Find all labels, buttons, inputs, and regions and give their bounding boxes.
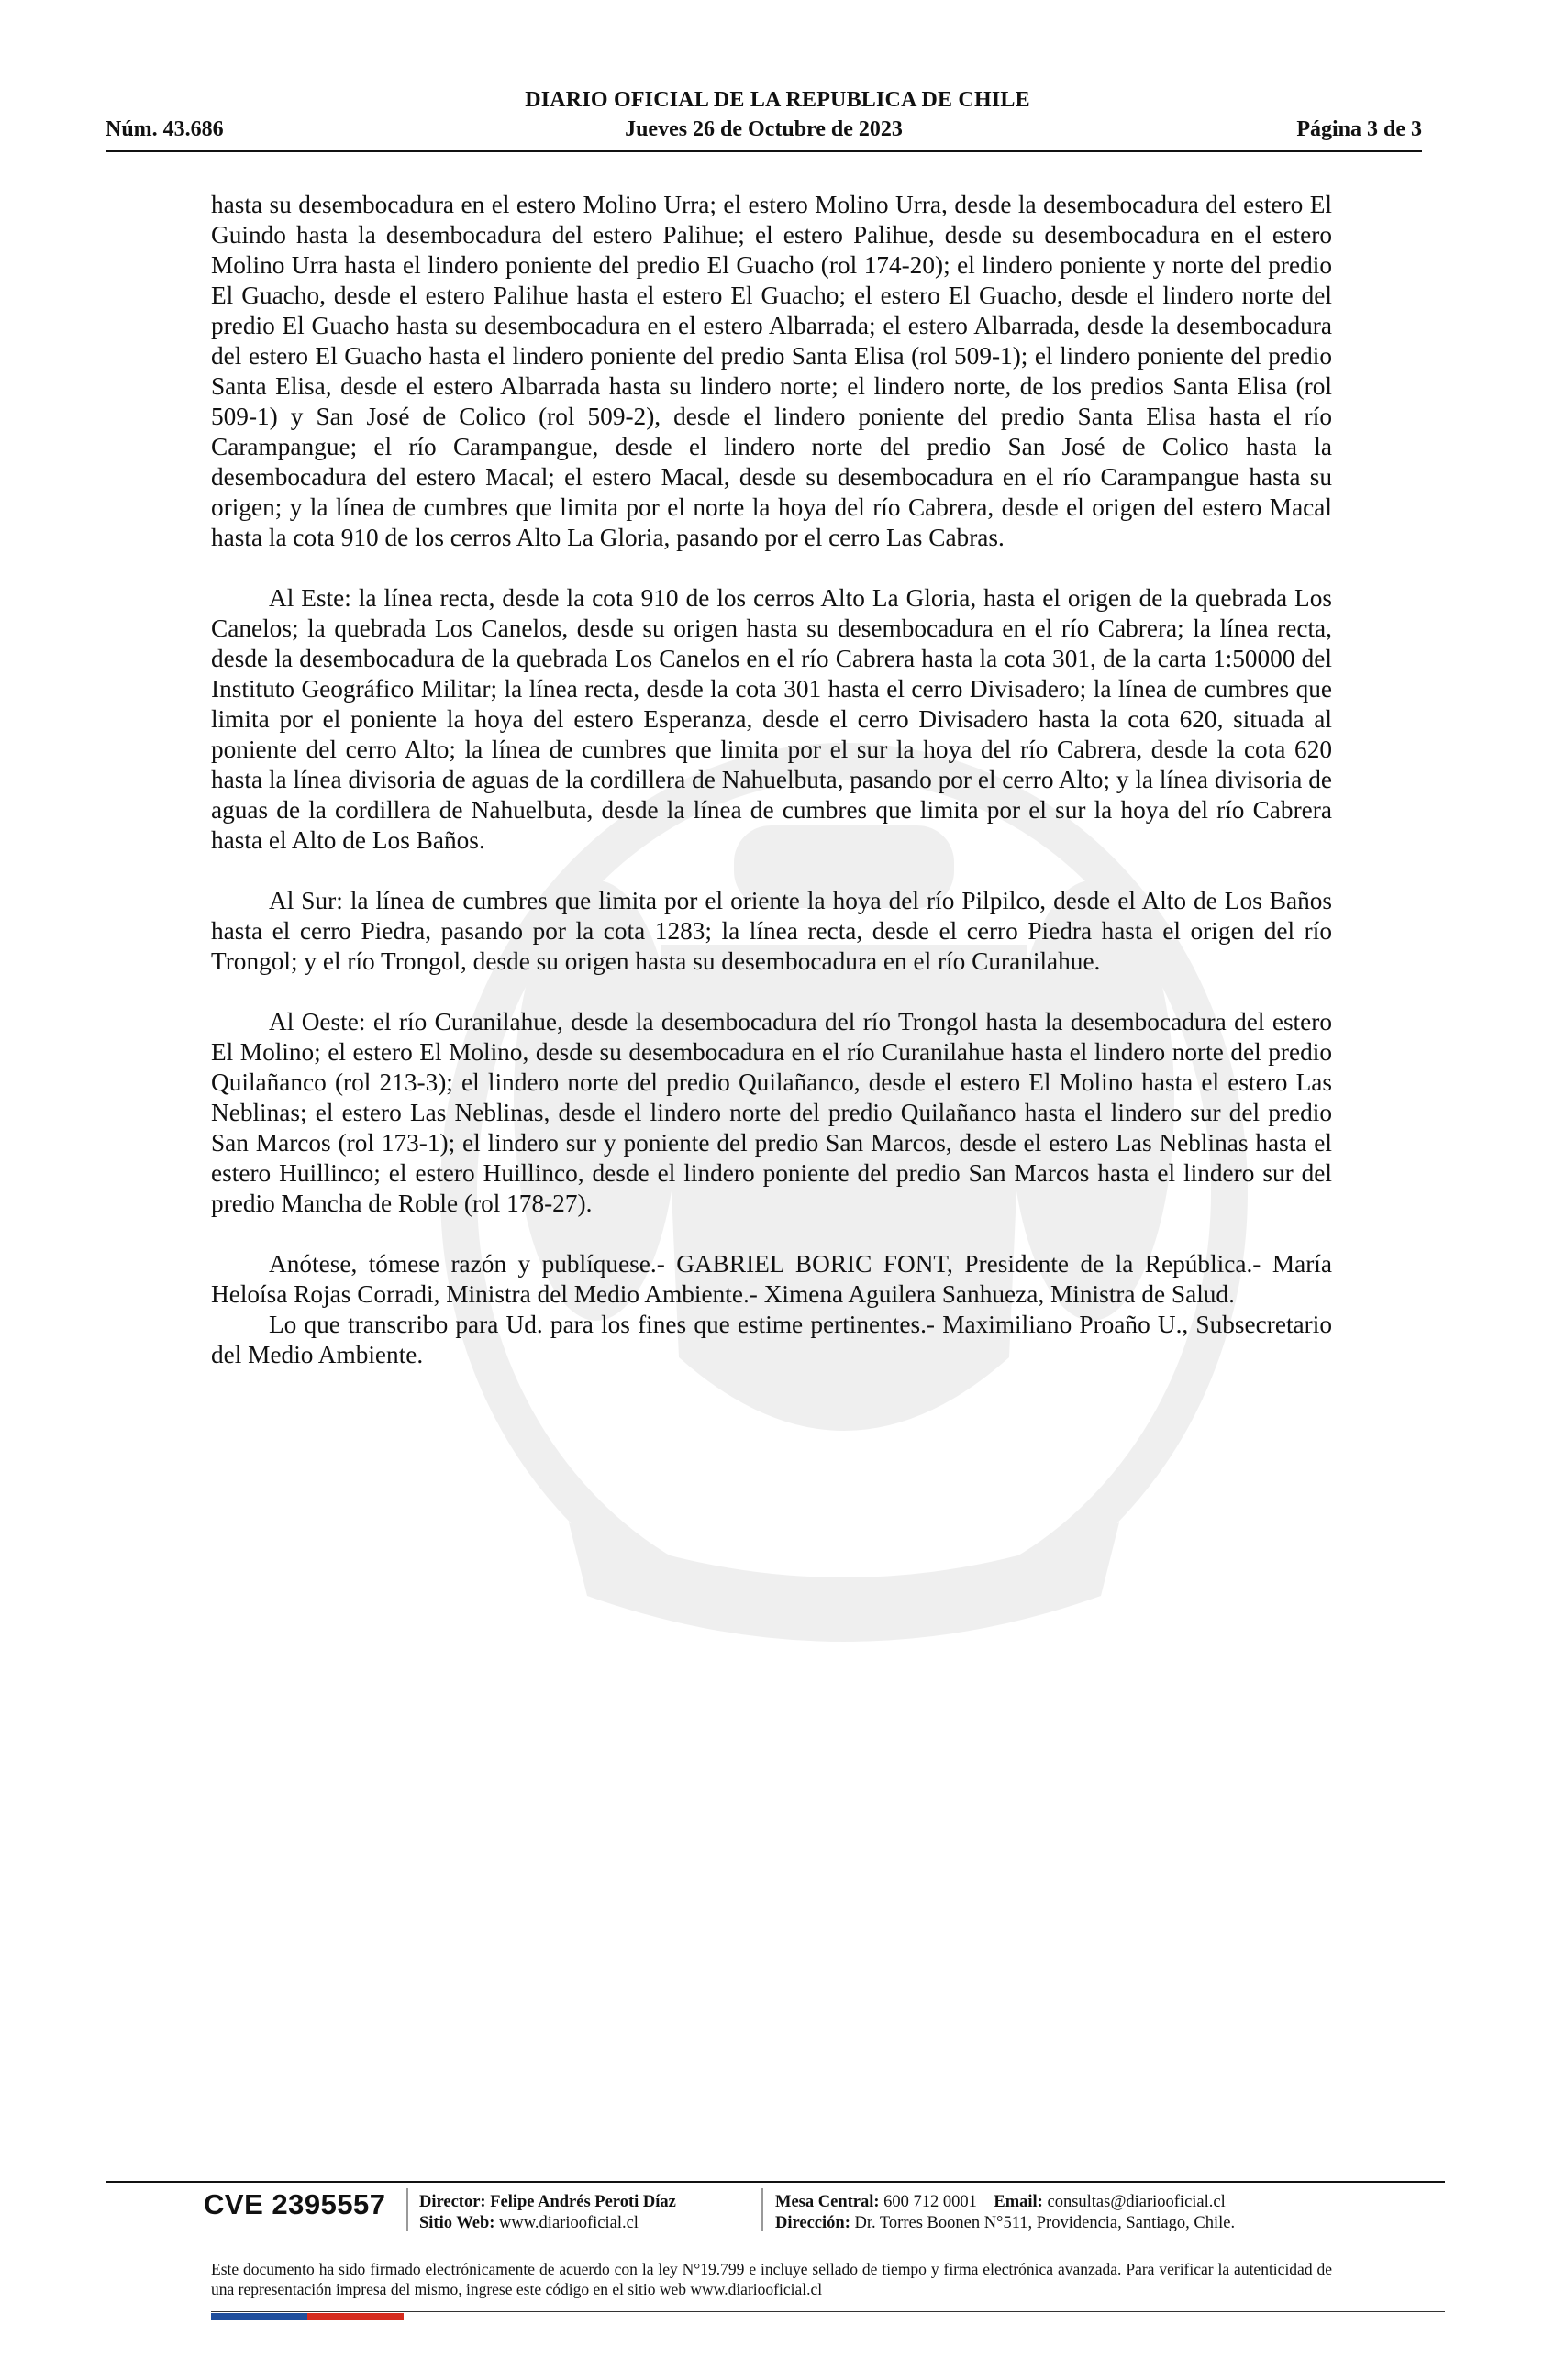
- director-name: Felipe Andrés Peroti Díaz: [490, 2193, 676, 2211]
- header-row: [106, 117, 1422, 145]
- legal-divider: [211, 2311, 1445, 2312]
- flag-stripe: [211, 2313, 404, 2320]
- flag-red-segment: [307, 2313, 404, 2320]
- mesa-label: Mesa Central:: [775, 2193, 880, 2211]
- website-link[interactable]: www.diariooficial.cl: [499, 2214, 639, 2232]
- footer-contact-block: [775, 2192, 1235, 2234]
- cve-code: CVE 2395557: [204, 2188, 386, 2220]
- address-label: Dirección:: [775, 2214, 850, 2232]
- flag-blue-segment: [211, 2313, 307, 2320]
- paragraph-west-boundary: Al Oeste: el río Curanilahue, desde la desembocadura del río Trongol hasta la desembocadura del estero El Molino; el estero El Molino, desde su desembocadura en el río Curanilahue hasta el lindero norte del predio Quilañanco (rol 213-3); el lindero norte del predio Quilañanco, desde el estero El Molino hasta el estero Las Neblinas; el estero Las Neblinas, desde el lindero norte del predio Quilañanco hasta el lindero sur del predio San Marcos (rol 173-1); el lindero sur y poniente del predio San Marcos, desde el estero Las Neblinas hasta el estero Huillinco; el estero Huillinco, desde el lindero poniente del predio San Marcos hasta el lindero sur del predio Mancha de Roble (rol 178-27).: [211, 1008, 1332, 1217]
- website-label: Sitio Web:: [419, 2214, 495, 2232]
- email-label: Email:: [994, 2193, 1043, 2211]
- footer-separator: [406, 2188, 408, 2231]
- director-label: Director:: [419, 2193, 486, 2211]
- legal-notice: Este documento ha sido firmado electrónicamente de acuerdo con la ley N°19.799 e incluye sellado de tiempo y firma electrónica avanzada. Para verificar la autenticidad de una representación impresa del mismo, ingrese este código en el sitio web www.diariooficial.cl: [211, 2260, 1332, 2298]
- publication-title: DIARIO OFICIAL DE LA REPUBLICA DE CHILE: [525, 88, 1030, 112]
- paragraph-east-boundary: Al Este: la línea recta, desde la cota 910 de los cerros Alto La Gloria, hasta el origen de la quebrada Los Canelos; la quebrada Los Canelos, desde su origen hasta su desembocadura en el río Cabrera; la línea recta, desde la desembocadura de la quebrada Los Canelos en el río Cabrera hasta la cota 301, de la carta 1:50000 del Instituto Geográfico Militar; la línea recta, desde la cota 301 hasta el cerro Divisadero; la línea de cumbres que limita por el poniente la hoya del estero Esperanza, desde el cerro Divisadero hasta la cota 620, situada al poniente del cerro Alto; la línea de cumbres que limita por el sur la hoya del río Cabrera, desde la cota 620 hasta la línea divisoria de aguas de la cordillera de Nahuelbuta, pasando por el cerro Alto; y la línea divisoria de aguas de la cordillera de Nahuelbuta, desde la línea de cumbres que limita por el sur la hoya del río Cabrera hasta el Alto de Los Baños.: [211, 584, 1332, 854]
- issue-date: Jueves 26 de Octubre de 2023: [625, 117, 903, 141]
- mesa-phone: 600 712 0001: [883, 2193, 977, 2211]
- paragraph-signatures: Anótese, tómese razón y publíquese.- GABRIEL BORIC FONT, Presidente de la República.- María Heloísa Rojas Corradi, Ministra del Medio Ambiente.- Ximena Aguilera Sanhueza, Ministra de Salud.: [211, 1250, 1332, 1308]
- email-link[interactable]: consultas@diariooficial.cl: [1047, 2193, 1226, 2211]
- footer-director-block: [419, 2192, 676, 2234]
- page-indicator: Página 3 de 3: [1296, 117, 1422, 141]
- footer-divider: [106, 2181, 1445, 2183]
- issue-number: Núm. 43.686: [106, 117, 224, 141]
- address-value: Dr. Torres Boonen N°511, Providencia, Santiago, Chile.: [854, 2214, 1236, 2232]
- header-divider: [106, 150, 1422, 152]
- paragraph-continuation: hasta su desembocadura en el estero Molino Urra; el estero Molino Urra, desde la desembocadura del estero El Guindo hasta la desembocadura del estero Palihue; el estero Palihue, desde su desembocadura en el estero Molino Urra hasta el lindero poniente del predio El Guacho (rol 174-20); el lindero poniente y norte del predio El Guacho, desde el estero Palihue hasta el estero El Guacho; el estero El Guacho, desde el lindero norte del predio El Guacho hasta su desembocadura en el estero Albarrada; el estero Albarrada, desde la desembocadura del estero El Guacho hasta el lindero poniente del predio Santa Elisa (rol 509-1); el lindero poniente del predio Santa Elisa, desde el estero Albarrada hasta su lindero norte; el lindero norte, de los predios Santa Elisa (rol 509-1) y San José de Colico (rol 509-2), desde el lindero poniente del predio Santa Elisa hasta el río Carampangue; el río Carampangue, desde el lindero norte del predio San José de Colico hasta la desembocadura del estero Macal; el estero Macal, desde su desembocadura en el río Carampangue hasta su origen; y la línea de cumbres que limita por el norte la hoya del río Cabrera, desde el origen del estero Macal hasta la cota 910 de los cerros Alto La Gloria, pasando por el cerro Las Cabras.: [211, 191, 1332, 551]
- document-body: [211, 190, 1332, 1400]
- paragraph-south-boundary: Al Sur: la línea de cumbres que limita por el oriente la hoya del río Pilpilco, desde el Alto de Los Baños hasta el cerro Piedra, pasando por la cota 1283; la línea recta, desde el cerro Piedra hasta el origen del río Trongol; y el río Trongol, desde su origen hasta su desembocadura en el río Curanilahue.: [211, 887, 1332, 975]
- footer-separator: [761, 2188, 763, 2231]
- paragraph-transcription: Lo que transcribo para Ud. para los fines que estime pertinentes.- Maximiliano Proaño U., Subsecretario del Medio Ambiente.: [211, 1311, 1332, 1368]
